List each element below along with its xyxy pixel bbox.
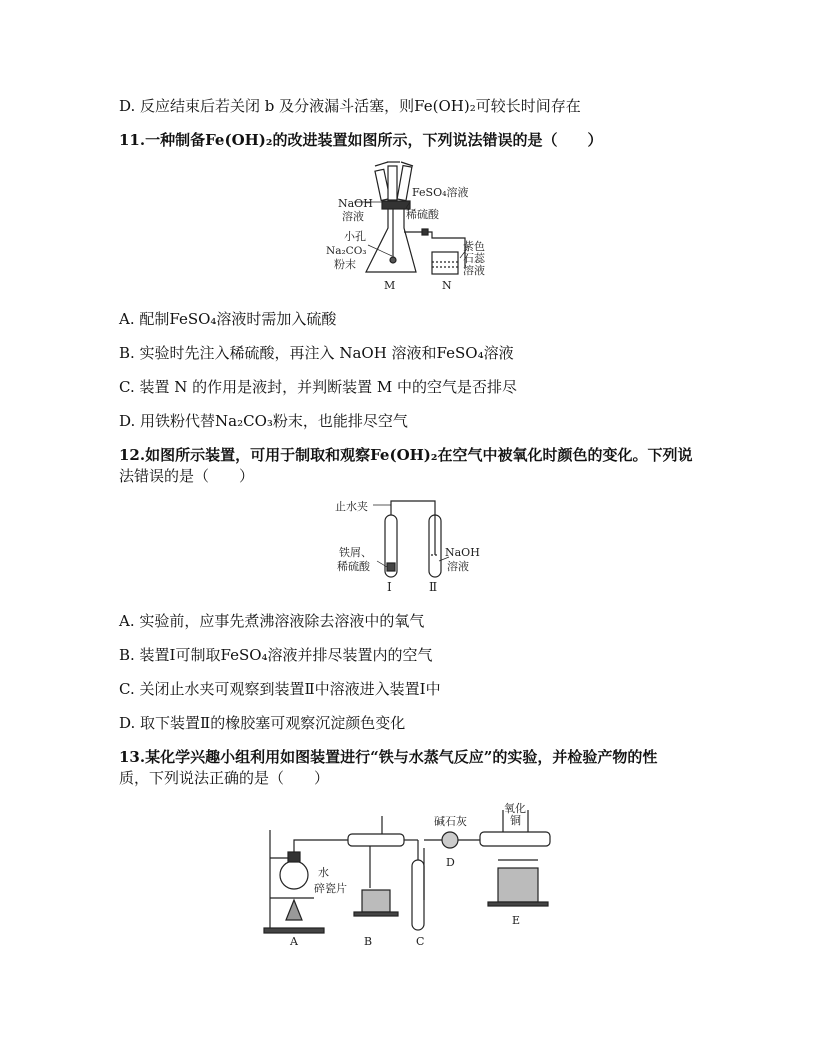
q12-acid-label: 稀硫酸 [337,560,370,573]
q13-figure [258,800,568,950]
q12-clamp-label: 止水夹 [335,500,368,513]
q12-tube2-label: Ⅱ [429,580,438,594]
q12-stem-line2: 法错误的是（ ） [119,467,255,485]
q13-stem-line2: 质，下列说法正确的是（ ） [119,769,330,787]
q12-naoh-label: NaOH [445,546,480,559]
q13-d-label: D [446,856,455,869]
q13-chips-label: 碎瓷片 [314,882,347,895]
q11-option-d: D. 用铁粉代替Na₂CO₃粉末，也能排尽空气 [119,412,408,430]
q13-lime-label: 碱石灰 [434,815,467,828]
q13-cuo-label2: 铜 [510,814,521,827]
q13-c-label: C [416,935,425,948]
q11-powder-label: 粉末 [334,258,356,271]
q12-tube1-label: Ⅰ [387,580,392,594]
q11-litmus-label3: 溶液 [463,264,485,277]
q11-naoh-label2: 溶液 [342,210,364,223]
q11-litmus-label2: 石蕊 [463,252,485,265]
q13-cuo-label1: 氧化 [504,802,526,815]
q11-figure [320,160,500,295]
q11-option-c: C. 装置 N 的作用是液封，并判断装置 M 中的空气是否排尽 [119,378,518,396]
q11-option-b: B. 实验时先注入稀硫酸，再注入 NaOH 溶液和FeSO₄溶液 [119,344,514,362]
q11-acid-label: 稀硫酸 [406,208,439,221]
q11-n-label: N [442,279,452,292]
q12-option-a: A. 实验前，应事先煮沸溶液除去溶液中的氧气 [119,612,425,630]
q11-hole-label: 小孔 [344,230,366,243]
q13-stem-line1: 13.某化学兴趣小组利用如图装置进行“铁与水蒸气反应”的实验，并检验产物的性 [119,748,658,766]
q11-naoh-label: NaOH [338,197,373,210]
q11-option-a: A. 配制FeSO₄溶液时需加入硫酸 [119,310,337,328]
q13-e-label: E [512,914,521,927]
q12-option-b: B. 装置Ⅰ可制取FeSO₄溶液并排尽装置内的空气 [119,646,433,664]
prev-option-d: D. 反应结束后若关闭 b 及分液漏斗活塞，则Fe(OH)₂可较长时间存在 [119,97,581,115]
q13-water-label: 水 [318,866,329,879]
q12-iron-label: 铁屑、 [339,546,372,559]
q13-b-label: B [364,935,373,948]
q11-stem: 11.一种制备Fe(OH)₂的改进装置如图所示，下列说法错误的是（ ） [119,131,603,149]
q11-m-label: M [384,279,396,292]
q11-feso4-label: FeSO₄溶液 [412,186,469,199]
q12-stem-line1: 12.如图所示装置，可用于制取和观察Fe(OH)₂在空气中被氧化时颜色的变化。下列说 [119,446,693,464]
q12-option-d: D. 取下装置Ⅱ的橡胶塞可观察沉淀颜色变化 [119,714,406,732]
q11-na2co3-label: Na₂CO₃ [326,245,367,257]
q12-sol-label: 溶液 [447,560,469,573]
q11-litmus-label1: 紫色 [463,240,485,253]
q12-option-c: C. 关闭止水夹可观察到装置Ⅱ中溶液进入装置Ⅰ中 [119,680,441,698]
q12-figure [333,495,483,595]
q13-a-label: A [290,935,298,948]
